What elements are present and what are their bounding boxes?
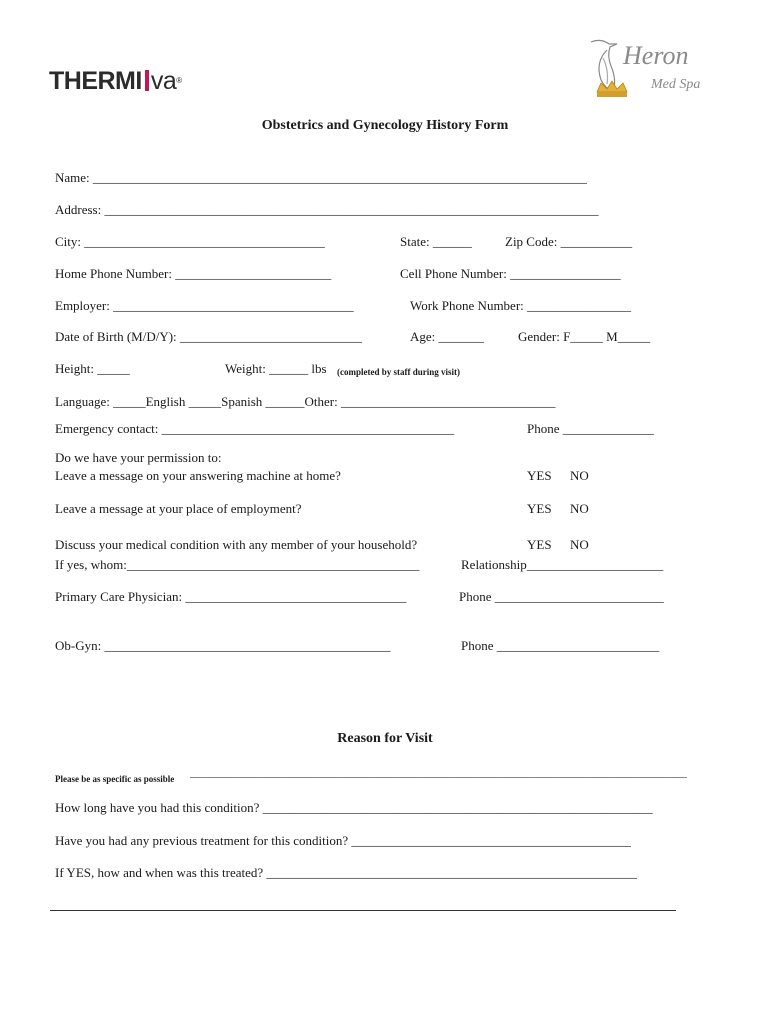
relationship-field[interactable]: Relationship_____________________ [461, 557, 664, 572]
zip-field[interactable]: Zip Code: ___________ [505, 234, 633, 249]
heron-med-spa-logo [583, 36, 713, 104]
heron-logo-name: Heron [623, 41, 689, 70]
cell-phone-field[interactable]: Cell Phone Number: _________________ [400, 266, 621, 281]
city-field[interactable]: City: _____________________________________ [55, 234, 325, 249]
name-field[interactable]: Name: ____________________________________________________________________________ [55, 170, 587, 185]
if-yes-whom-field[interactable]: If yes, whom:_____________________________________________ [55, 557, 420, 572]
extra-notes-line[interactable] [50, 910, 676, 911]
obgyn-phone-field[interactable]: Phone _________________________ [461, 638, 660, 653]
how-when-treated-field[interactable]: If YES, how and when was this treated? _________________________________________________________ [55, 865, 637, 880]
crown-icon [597, 81, 627, 97]
heron-logo-sub: Med Spa [651, 77, 701, 92]
previous-treatment-field[interactable]: Have you had any previous treatment for this condition? ___________________________________________ [55, 833, 631, 848]
employer-field[interactable]: Employer: _____________________________________ [55, 298, 354, 313]
work-phone-field[interactable]: Work Phone Number: ________________ [410, 298, 632, 313]
household-no-option[interactable]: NO [570, 537, 589, 552]
pcp-phone-field[interactable]: Phone __________________________ [459, 589, 664, 604]
address-field[interactable]: Address: ____________________________________________________________________________ [55, 202, 599, 217]
reason-title: Reason for Visit [337, 731, 433, 746]
household-yes-option[interactable]: YES [527, 537, 552, 552]
weight-field[interactable]: Weight: ______ lbs [225, 361, 327, 376]
specific-label: Please be as specific as possible [55, 774, 175, 784]
emergency-contact-field[interactable]: Emergency contact: _____________________________________________ [55, 421, 455, 436]
permission-intro: Do we have your permission to: [55, 450, 222, 465]
thermiva-logo-main: THERMI [49, 67, 142, 95]
thermiva-logo-suffix: va [150, 67, 177, 95]
how-long-field[interactable]: How long have you had this condition? ____________________________________________________________ [55, 800, 653, 815]
dob-field[interactable]: Date of Birth (M/D/Y): ____________________________ [55, 329, 362, 344]
age-field[interactable]: Age: _______ [410, 329, 485, 344]
weight-note: (completed by staff during visit) [337, 367, 460, 377]
question-answering-machine: Leave a message on your answering machine at home? [55, 468, 341, 483]
gender-field[interactable]: Gender: F_____ M_____ [518, 329, 651, 344]
emergency-phone-field[interactable]: Phone ______________ [527, 421, 654, 436]
specific-line[interactable]: ____________________________________________________________________________________________ [190, 767, 687, 779]
thermiva-logo [49, 66, 182, 96]
answering-yes-option[interactable]: YES [527, 468, 552, 483]
form-title: Obstetrics and Gynecology History Form [261, 118, 509, 133]
employment-yes-option[interactable]: YES [527, 501, 552, 516]
thermiva-logo-bar [145, 70, 149, 91]
home-phone-field[interactable]: Home Phone Number: ________________________ [55, 266, 332, 281]
employment-no-option[interactable]: NO [570, 501, 589, 516]
height-field[interactable]: Height: _____ [55, 361, 130, 376]
language-field[interactable]: Language: _____English _____Spanish ______Other: _________________________________ [55, 394, 556, 409]
pcp-field[interactable]: Primary Care Physician: __________________________________ [55, 589, 407, 604]
thermiva-logo-reg: ® [176, 76, 182, 85]
question-employment: Leave a message at your place of employment? [55, 501, 302, 516]
obgyn-field[interactable]: Ob-Gyn: ____________________________________________ [55, 638, 391, 653]
question-household: Discuss your medical condition with any member of your household? [55, 537, 418, 552]
answering-no-option[interactable]: NO [570, 468, 589, 483]
state-field[interactable]: State: ______ [400, 234, 472, 249]
